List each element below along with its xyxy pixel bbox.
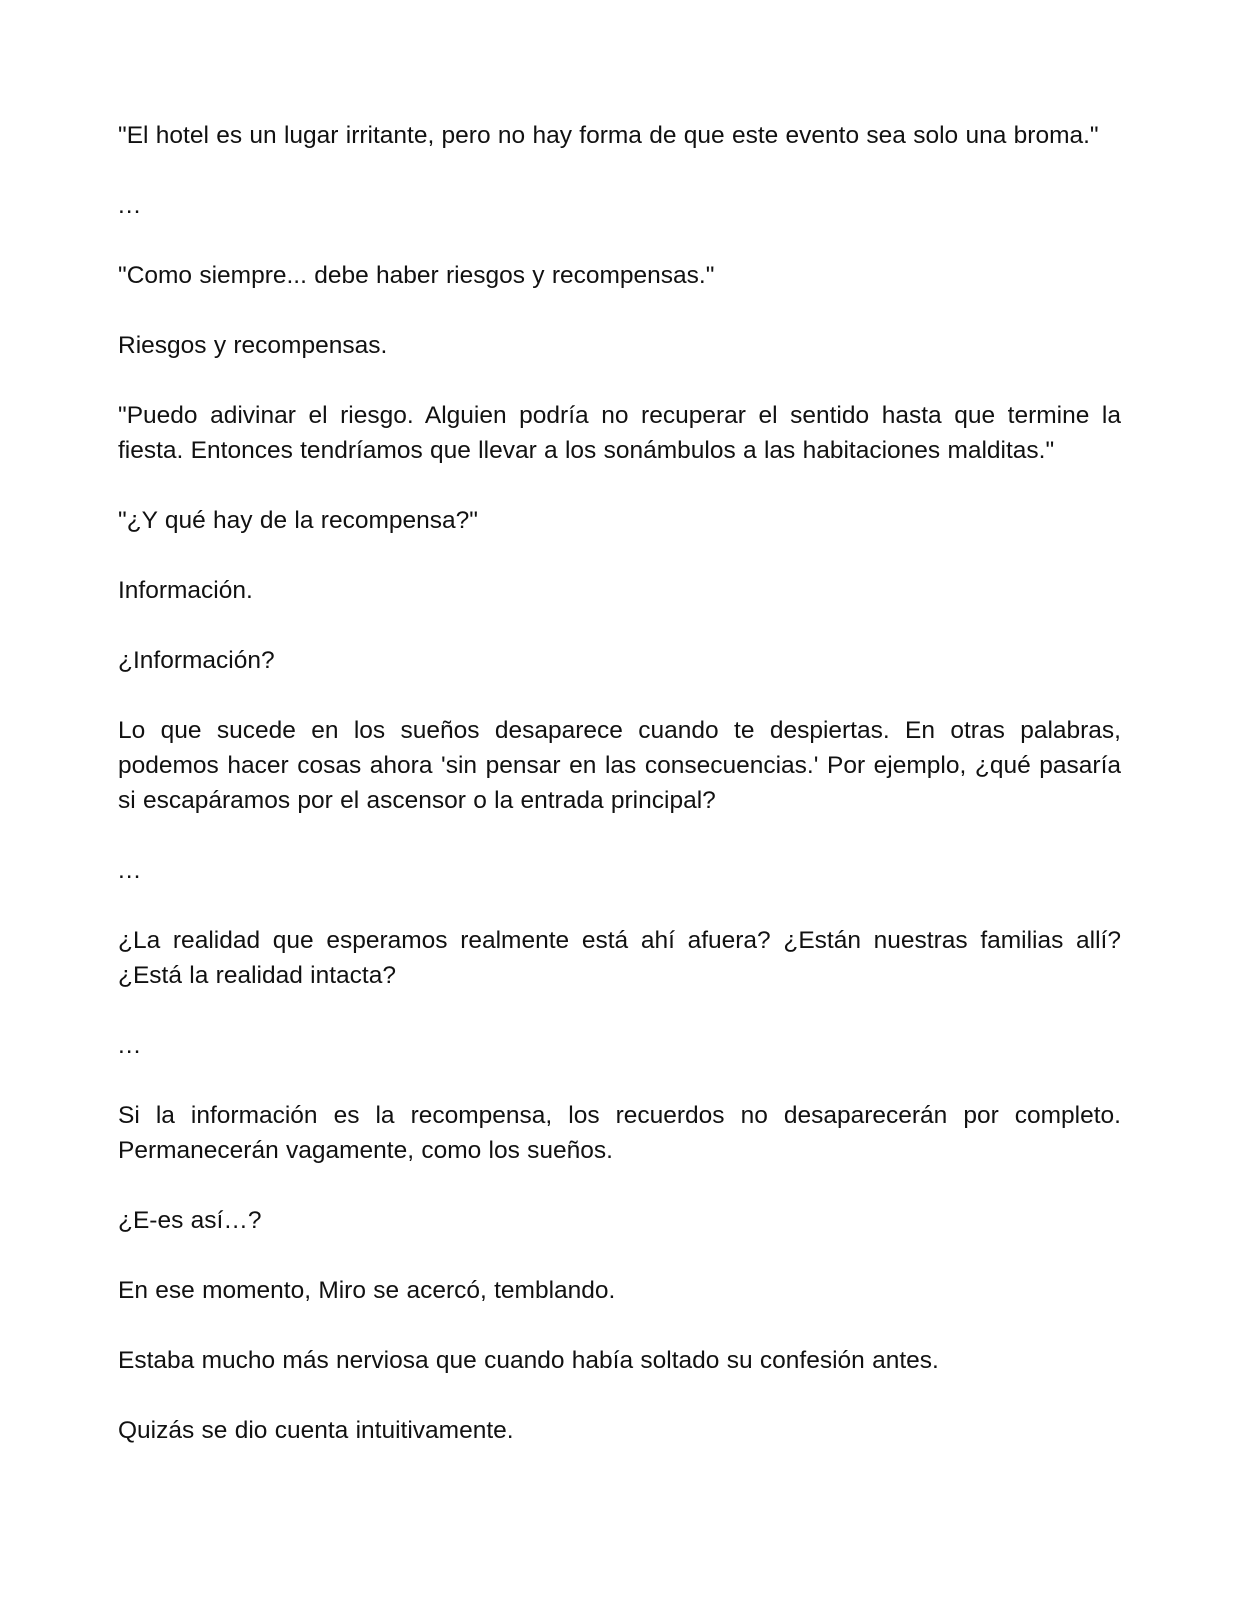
paragraph-16: Estaba mucho más nerviosa que cuando había soltado su confesión antes. xyxy=(118,1347,939,1374)
paragraph-10: ... xyxy=(118,857,142,884)
paragraph-12: ... xyxy=(118,1032,142,1059)
paragraph-14: ¿E-es así…? xyxy=(118,1207,262,1234)
paragraph-3: "Como siempre... debe haber riesgos y recompensas." xyxy=(118,262,715,289)
paragraph-8: ¿Información? xyxy=(118,647,275,674)
paragraph-4: Riesgos y recompensas. xyxy=(118,332,388,359)
paragraph-2: ... xyxy=(118,192,142,219)
paragraph-9: Lo que sucede en los sueños desaparece cuando te despiertas. En otras palabras, podemos hacer cosas ahora 'sin pensar en las consecuencias.' Por ejemplo, ¿qué pasaría si escapáramos por el ascensor o la entrada principal? xyxy=(118,717,1121,814)
paragraph-1: "El hotel es un lugar irritante, pero no hay forma de que este evento sea solo una broma." xyxy=(118,122,1099,149)
paragraph-6: "¿Y qué hay de la recompensa?" xyxy=(118,507,478,534)
paragraph-17: Quizás se dio cuenta intuitivamente. xyxy=(118,1417,514,1444)
document-body xyxy=(118,118,1121,1483)
paragraph-13: Si la información es la recompensa, los recuerdos no desaparecerán por completo. Permanecerán vagamente, como los sueños. xyxy=(118,1102,1121,1164)
paragraph-15: En ese momento, Miro se acercó, temblando. xyxy=(118,1277,616,1304)
paragraph-11: ¿La realidad que esperamos realmente está ahí afuera? ¿Están nuestras familias allí? ¿Está la realidad intacta? xyxy=(118,927,1121,989)
paragraph-7: Información. xyxy=(118,577,253,604)
paragraph-5: "Puedo adivinar el riesgo. Alguien podría no recuperar el sentido hasta que termine la fiesta. Entonces tendríamos que llevar a los sonámbulos a las habitaciones malditas." xyxy=(118,402,1121,464)
